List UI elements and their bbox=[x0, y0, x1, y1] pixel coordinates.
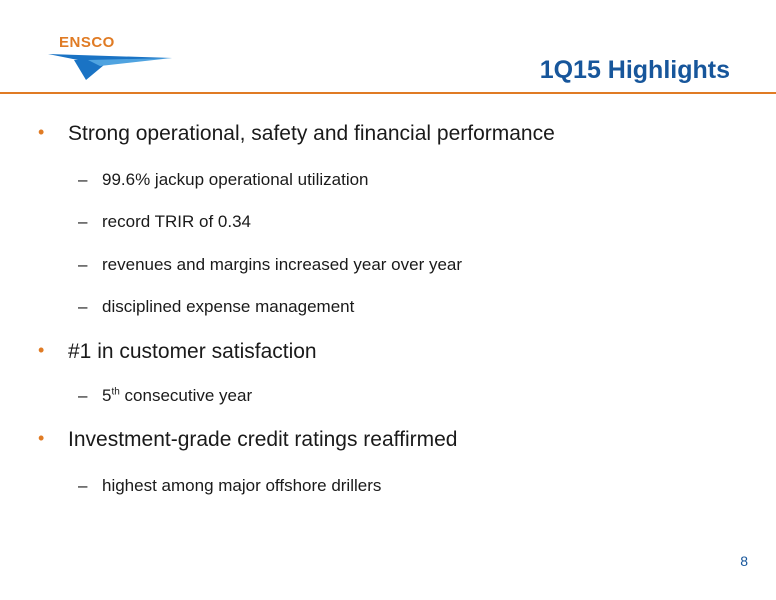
dash-icon: – bbox=[78, 255, 88, 274]
dash-icon: – bbox=[78, 170, 88, 189]
ensco-logo bbox=[48, 34, 174, 82]
bullet-icon: • bbox=[38, 340, 45, 360]
bullet-text: Investment-grade credit ratings reaffirmed bbox=[68, 428, 458, 451]
logo-swoosh-icon bbox=[48, 48, 174, 82]
sub-bullet-number: 5 bbox=[102, 386, 112, 405]
header-divider bbox=[0, 92, 776, 94]
sub-bullet-item bbox=[78, 297, 354, 317]
sub-bullet-text: 99.6% jackup operational utilization bbox=[102, 170, 369, 189]
bullet-text: #1 in customer satisfaction bbox=[68, 340, 317, 363]
dash-icon: – bbox=[78, 297, 88, 316]
bullet-icon: • bbox=[38, 428, 45, 448]
sub-bullet-item bbox=[78, 476, 381, 496]
dash-icon: – bbox=[78, 476, 88, 495]
sub-bullet-text: record TRIR of 0.34 bbox=[102, 212, 251, 231]
dash-icon: – bbox=[78, 386, 88, 405]
bullet-item bbox=[38, 428, 458, 452]
bullet-item bbox=[38, 340, 317, 364]
sub-bullet-text: consecutive year bbox=[119, 386, 253, 405]
sub-bullet-item bbox=[78, 212, 251, 232]
sub-bullet-text: revenues and margins increased year over year bbox=[102, 255, 463, 274]
dash-icon: – bbox=[78, 212, 88, 231]
sub-bullet-text: disciplined expense management bbox=[102, 297, 355, 316]
sub-bullet-item bbox=[78, 255, 462, 275]
sub-bullet-text: highest among major offshore drillers bbox=[102, 476, 382, 495]
bullet-item bbox=[38, 122, 555, 146]
page-number: 8 bbox=[740, 553, 748, 569]
sub-bullet-item bbox=[78, 386, 252, 406]
logo-text: ENSCO bbox=[59, 34, 115, 51]
bullet-icon: • bbox=[38, 122, 45, 142]
ordinal-suffix: th bbox=[111, 386, 120, 398]
slide-title: 1Q15 Highlights bbox=[539, 56, 730, 84]
bullet-text: Strong operational, safety and financial performance bbox=[68, 122, 555, 145]
sub-bullet-item bbox=[78, 170, 369, 190]
